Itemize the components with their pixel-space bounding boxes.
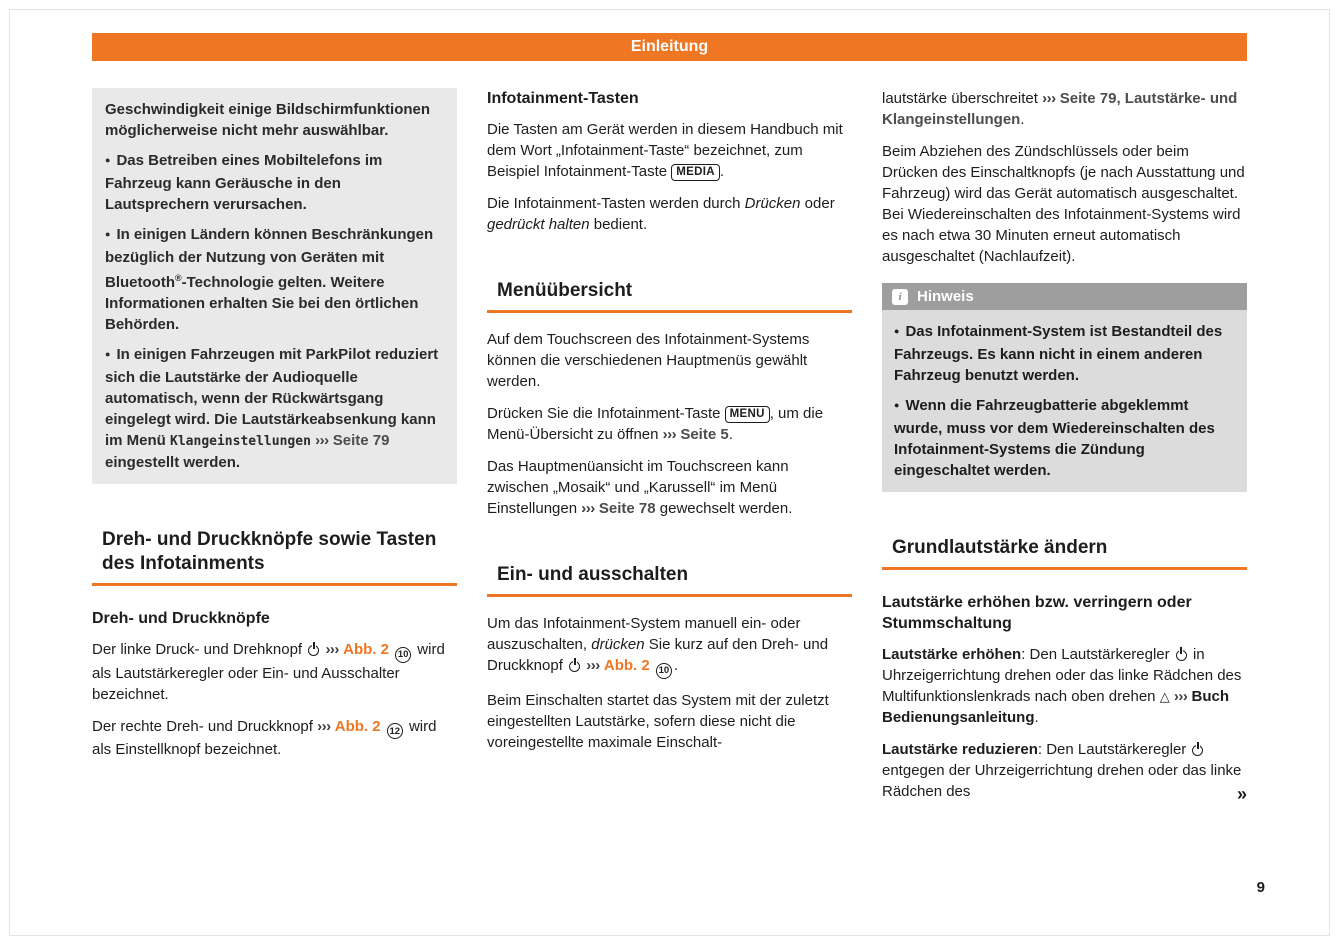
bullet-icon: ● xyxy=(105,349,111,359)
power-knob-icon xyxy=(308,645,319,656)
continuation-mark: » xyxy=(1236,784,1247,804)
bullet-item: ● In einigen Fahrzeugen mit ParkPilot reduziert sich die Lautstärke der Audioquelle automatisch, wenn der Rückwärtsgang eingelegt wird. Die Lautstärkeabsenkung kann im Menü Klangeinstellungen ››› Seite 79 eingestellt werden. xyxy=(105,346,439,471)
section-heading: Dreh- und Druckknöpfe sowie Tasten des Infotainments xyxy=(92,528,457,586)
figure-reference: Abb. 2 xyxy=(334,717,381,735)
chapter-header-bar xyxy=(92,33,1247,61)
paragraph: Die Infotainment-Tasten werden durch Drücken oder gedrückt halten bedient. xyxy=(487,195,835,233)
info-box xyxy=(92,88,457,484)
paragraph: lautstärke überschreitet ››› Seite 79, Lautstärke- und Klangeinstellungen. xyxy=(882,90,1238,128)
paragraph: Der linke Druck- und Drehknopf ››› Abb. 2 10 wird als Lautstärkeregler oder Ein- und Ausschalter bezeichnet. xyxy=(92,641,445,703)
paragraph: Lautstärke erhöhen: Den Lautstärkeregler in Uhrzeigerrichtung drehen oder das linke Rädchen des Multifunktionslenkrads nach oben drehen △ ››› Buch Bedienungsanleitung. xyxy=(882,646,1242,726)
reference-arrows: ››› xyxy=(315,432,329,449)
note-title: Hinweis xyxy=(917,288,974,305)
paragraph: Geschwindigkeit einige Bildschirmfunktionen möglicherweise nicht mehr auswählbar. xyxy=(105,101,431,139)
subsection-heading: Lautstärke erhöhen bzw. verringern oder Stummschaltung xyxy=(882,594,1192,632)
page-content xyxy=(92,88,1247,813)
bullet-icon: ● xyxy=(894,326,900,336)
power-knob-icon xyxy=(1192,745,1203,756)
subsection-heading: Infotainment-Tasten xyxy=(487,90,639,107)
subsection-heading: Dreh- und Druckknöpfe xyxy=(92,610,270,627)
note-body xyxy=(882,310,1247,492)
bullet-item: ● Wenn die Fahrzeugbatterie abgeklemmt wurde, muss vor dem Wiedereinschalten des Infotainment-Systems die Zündung eingeschaltet werden. xyxy=(894,397,1215,479)
section-heading: Grundlautstärke ändern xyxy=(882,536,1247,570)
column-right xyxy=(882,88,1247,813)
paragraph: Das Hauptmenüansicht im Touchscreen kann zwischen „Mosaik“ und „Karussell“ im Menü Einstellungen ››› Seite 78 gewechselt werden. xyxy=(487,458,793,517)
bullet-item: ● In einigen Ländern können Beschränkungen bezüglich der Nutzung von Geräten mit Bluetooth®-Technologie gelten. Weitere Informationen erhalten Sie bei den örtlichen Behörden. xyxy=(105,226,434,333)
figure-reference: Abb. 2 xyxy=(603,657,650,674)
note-box xyxy=(882,283,1247,492)
paragraph: Der rechte Dreh- und Druckknopf ››› Abb. 2 12 wird als Einstellknopf bezeichnet. xyxy=(92,717,437,758)
page-reference: Seite 5 xyxy=(680,426,729,443)
reference-arrows: ››› xyxy=(586,657,600,674)
info-icon: i xyxy=(892,289,908,305)
key-media-label: MEDIA xyxy=(671,164,720,181)
paragraph: Um das Infotainment-System manuell ein- oder auszuschalten, drücken Sie kurz auf den Dreh- und Druckknopf ››› Abb. 2 10 . xyxy=(487,613,852,679)
chapter-title: Einleitung xyxy=(630,38,709,55)
paragraph: Beim Einschalten startet das System mit der zuletzt eingestellten Lautstärke, sofern diese nicht die voreingestellte maximale Einschalt- xyxy=(487,691,829,751)
warning-triangle-icon: △ xyxy=(1159,689,1170,704)
reference-arrows: ››› xyxy=(317,717,331,735)
reference-arrows: ››› xyxy=(662,426,677,443)
paragraph: Beim Abziehen des Zündschlüssels oder beim Drücken des Einschaltknopfs (je nach Ausstattung und Fahrzeug) wird das Gerät automatisch ausgeschaltet. Bei Wiedereinschalten des Infotainment-Systems wird es nach etwa 30 Minuten erneut automatisch ausgeschaltet (Nachlaufzeit). xyxy=(882,143,1245,265)
page-reference: Seite 78 xyxy=(598,500,656,517)
power-knob-icon xyxy=(1176,650,1187,661)
page-reference: Seite 79, Lautstärke- und Klangeinstellungen xyxy=(882,90,1238,128)
section-heading: Ein- und ausschalten xyxy=(487,563,852,597)
paragraph: Die Tasten am Gerät werden in diesem Handbuch mit dem Wort „Infotainment-Taste“ bezeichnet, zum Beispiel Infotainment-Taste MEDIA . xyxy=(487,121,843,180)
circled-10-icon: 10 xyxy=(395,647,411,663)
note-header xyxy=(882,283,1247,310)
reference-arrows: ››› xyxy=(581,500,595,517)
bullet-item: ● Das Betreiben eines Mobiltelefons im Fahrzeug kann Geräusche in den Lautsprechern verursachen. xyxy=(105,152,383,213)
reference-arrows: ››› xyxy=(1173,688,1188,705)
figure-reference: Abb. 2 xyxy=(343,641,389,658)
column-middle xyxy=(487,88,852,764)
bullet-icon: ● xyxy=(105,155,111,165)
paragraph: Auf dem Touchscreen des Infotainment-Systems können die verschiedenen Hauptmenüs gewählt werden. xyxy=(487,331,810,390)
bullet-icon: ● xyxy=(105,229,111,239)
paragraph: Lautstärke reduzieren: Den Lautstärkeregler entgegen der Uhrzeigerrichtung drehen oder das linke Rädchen des » xyxy=(882,741,1247,804)
circled-12-icon: 12 xyxy=(387,723,403,739)
page-reference: Seite 79 xyxy=(332,432,390,449)
paragraph: Drücken Sie die Infotainment-Taste MENU , um die Menü-Übersicht zu öffnen ››› Seite 5. xyxy=(487,405,824,443)
power-knob-icon xyxy=(569,661,580,672)
reference-arrows: ››› xyxy=(1042,90,1056,107)
circled-10-icon: 10 xyxy=(656,663,672,679)
reference-arrows: ››› xyxy=(325,641,339,658)
page-number: 9 xyxy=(1256,879,1265,896)
bullet-item: ● Das Infotainment-System ist Bestandteil des Fahrzeugs. Es kann nicht in einem anderen Fahrzeug benutzt werden. xyxy=(894,323,1223,384)
key-menu-label: MENU xyxy=(725,406,770,423)
column-left xyxy=(92,88,457,771)
bullet-icon: ● xyxy=(894,400,900,410)
section-heading: Menüübersicht xyxy=(487,279,852,313)
